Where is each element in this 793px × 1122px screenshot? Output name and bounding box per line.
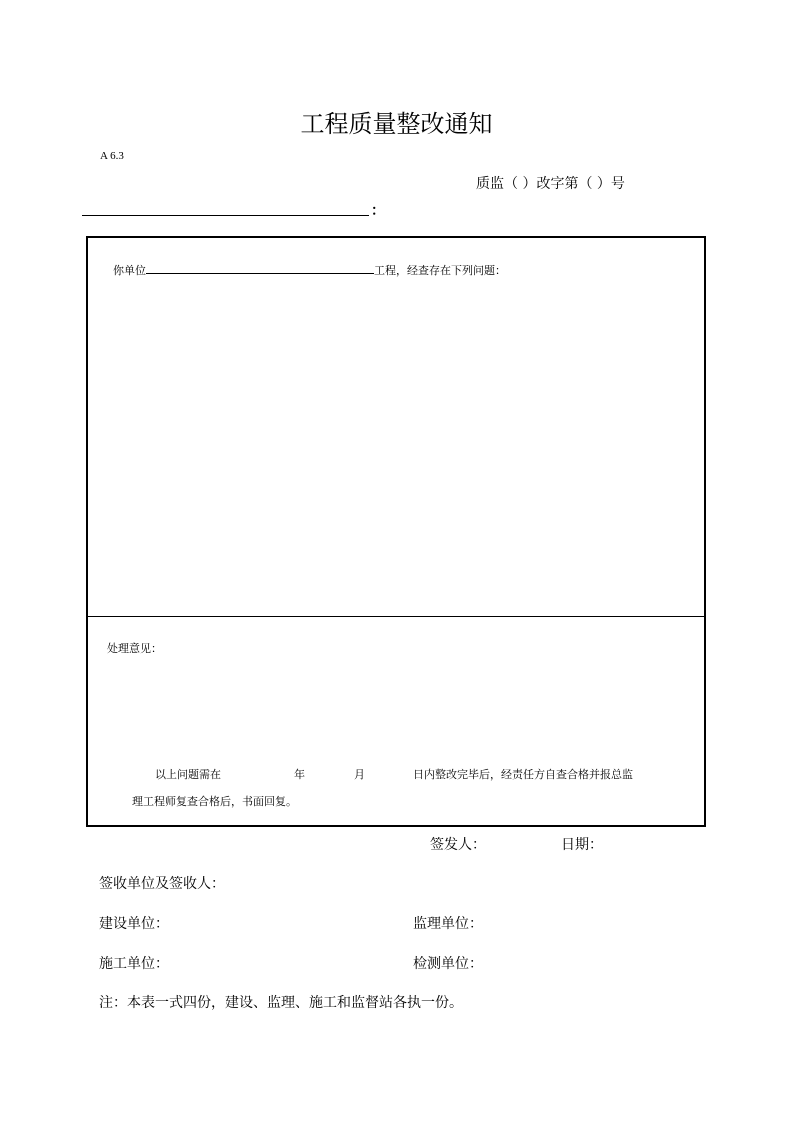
deadline-line-2: 理工程师复查合格后，书面回复。 [132,795,297,808]
deadline-prefix: 以上问题需在 [155,768,221,781]
testing-unit-label: 检测单位： [413,956,483,972]
date-label: 日期： [561,837,603,853]
receivers-label: 签收单位及签收人： [99,876,225,892]
footnote: 注：本表一式四份，建设、监理、施工和监督站各执一份。 [99,995,463,1011]
project-name-fill-line [146,262,374,274]
signer-label: 签发人： [430,837,486,853]
contractor-unit-label: 施工单位： [99,956,169,972]
page-title: 工程质量整改通知 [300,110,493,138]
addressee-colon: ： [371,203,385,219]
addressee-fill-line [82,215,369,216]
deadline-suffix: 日内整改完毕后，经责任方自查合格并报总监 [413,768,633,781]
form-code: A 6.3 [100,150,124,162]
problems-prefix: 你单位 [113,264,146,277]
opinion-label: 处理意见： [107,642,162,655]
section-divider [88,616,704,617]
deadline-month: 月 [354,768,365,781]
problems-statement [113,262,506,278]
notice-box [86,236,706,827]
problems-suffix: 工程，经查存在下列问题： [374,264,506,277]
supervision-unit-label: 监理单位： [413,916,483,932]
deadline-year: 年 [294,768,305,781]
construction-unit-label: 建设单位： [99,916,169,932]
document-number: 质监（ ）改字第（ ）号 [476,176,625,192]
